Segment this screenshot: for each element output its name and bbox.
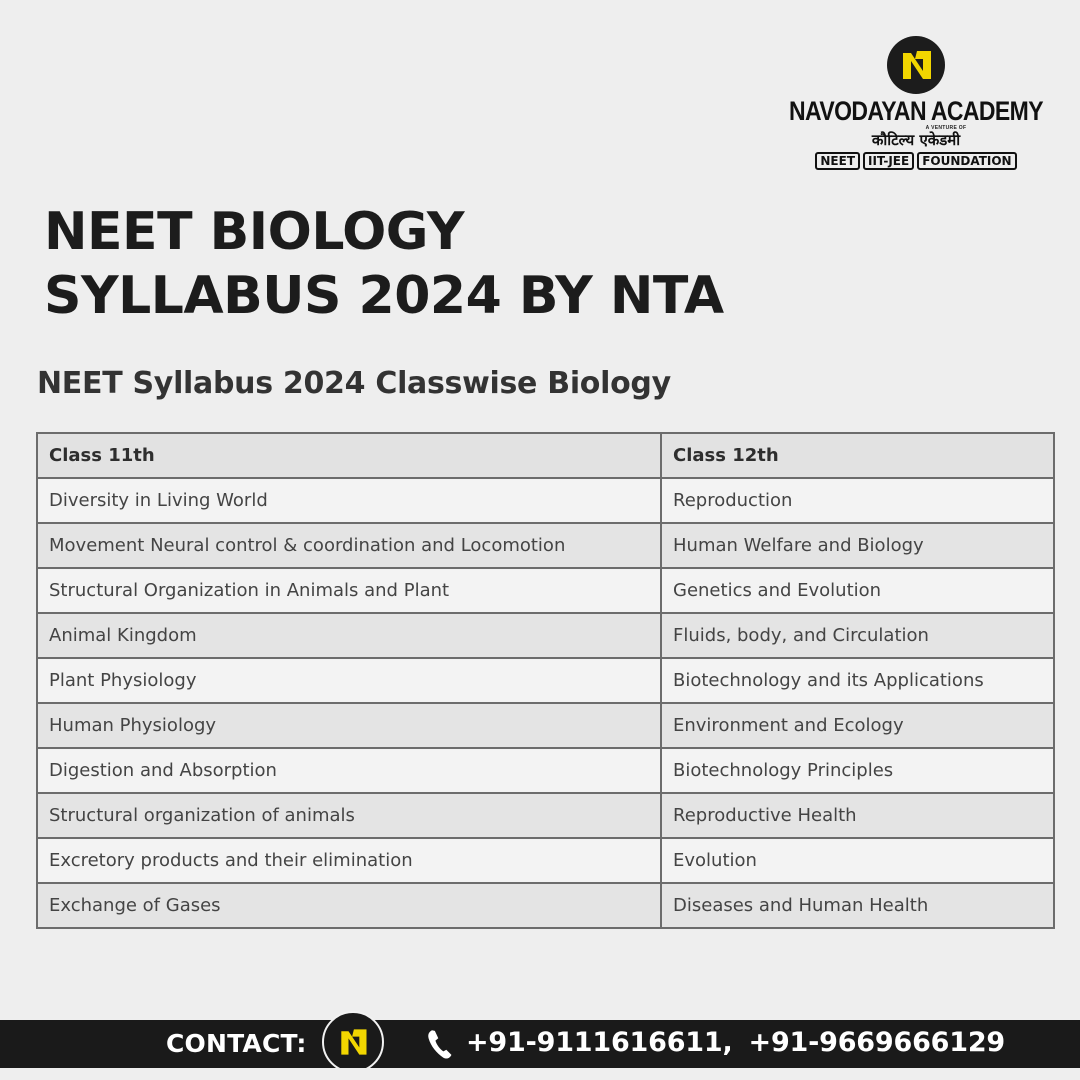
table-row: [37, 703, 1054, 748]
page-title-line-2: SYLLABUS 2024 BY NTA: [44, 266, 724, 326]
page-title: [44, 200, 804, 328]
contact-bar: [0, 1020, 1080, 1068]
page-title-line-1: NEET BIOLOGY: [44, 202, 465, 262]
bottom-strip: [0, 1068, 1080, 1080]
class-12-topic: Human Welfare and Biology: [661, 523, 1054, 568]
class-11-topic: Human Physiology: [37, 703, 661, 748]
brand-tag: IIT-JEE: [863, 152, 914, 170]
n-logo-icon: [887, 36, 945, 94]
n-logo-icon: [322, 1011, 384, 1073]
contact-phones: [466, 1026, 1005, 1060]
class-12-topic: Fluids, body, and Circulation: [661, 613, 1054, 658]
brand-tag: NEET: [815, 152, 860, 170]
class-11-topic: Diversity in Living World: [37, 478, 661, 523]
brand-logo: [789, 36, 1043, 170]
class-12-topic: Evolution: [661, 838, 1054, 883]
class-11-topic: Movement Neural control & coordination and Locomotion: [37, 523, 661, 568]
table-row: [37, 568, 1054, 613]
class-12-topic: Biotechnology and its Applications: [661, 658, 1054, 703]
class-12-topic: Genetics and Evolution: [661, 568, 1054, 613]
class-11-topic: Excretory products and their elimination: [37, 838, 661, 883]
table-row: [37, 613, 1054, 658]
column-header-class-11: Class 11th: [37, 433, 661, 478]
table-row: [37, 793, 1054, 838]
table-header-row: [37, 433, 1054, 478]
table-row: [37, 748, 1054, 793]
syllabus-table: [36, 432, 1055, 929]
brand-name: NAVODAYAN ACADEMY: [789, 95, 1043, 126]
class-11-topic: Animal Kingdom: [37, 613, 661, 658]
section-subtitle: NEET Syllabus 2024 Classwise Biology: [37, 366, 671, 401]
table-row: [37, 523, 1054, 568]
phone-number-link[interactable]: +91-9111616611,: [466, 1027, 733, 1058]
table-row: [37, 838, 1054, 883]
brand-tag: FOUNDATION: [917, 152, 1016, 170]
table-row: [37, 883, 1054, 928]
class-12-topic: Environment and Ecology: [661, 703, 1054, 748]
class-12-topic: Reproductive Health: [661, 793, 1054, 838]
brand-venture: A VENTURE OF: [925, 125, 967, 131]
brand-hindi-name: कौटिल्य एकेडमी: [871, 131, 961, 149]
contact-label: CONTACT:: [166, 1029, 307, 1058]
class-11-topic: Structural organization of animals: [37, 793, 661, 838]
phone-number-link[interactable]: +91-9669666129: [748, 1027, 1005, 1058]
table-row: [37, 658, 1054, 703]
class-11-topic: Digestion and Absorption: [37, 748, 661, 793]
class-12-topic: Reproduction: [661, 478, 1054, 523]
column-header-class-12: Class 12th: [661, 433, 1054, 478]
class-11-topic: Plant Physiology: [37, 658, 661, 703]
table-row: [37, 478, 1054, 523]
class-12-topic: Diseases and Human Health: [661, 883, 1054, 928]
class-11-topic: Structural Organization in Animals and Plant: [37, 568, 661, 613]
class-11-topic: Exchange of Gases: [37, 883, 661, 928]
phone-icon: [426, 1028, 454, 1064]
class-12-topic: Biotechnology Principles: [661, 748, 1054, 793]
brand-tags: [815, 152, 1016, 170]
